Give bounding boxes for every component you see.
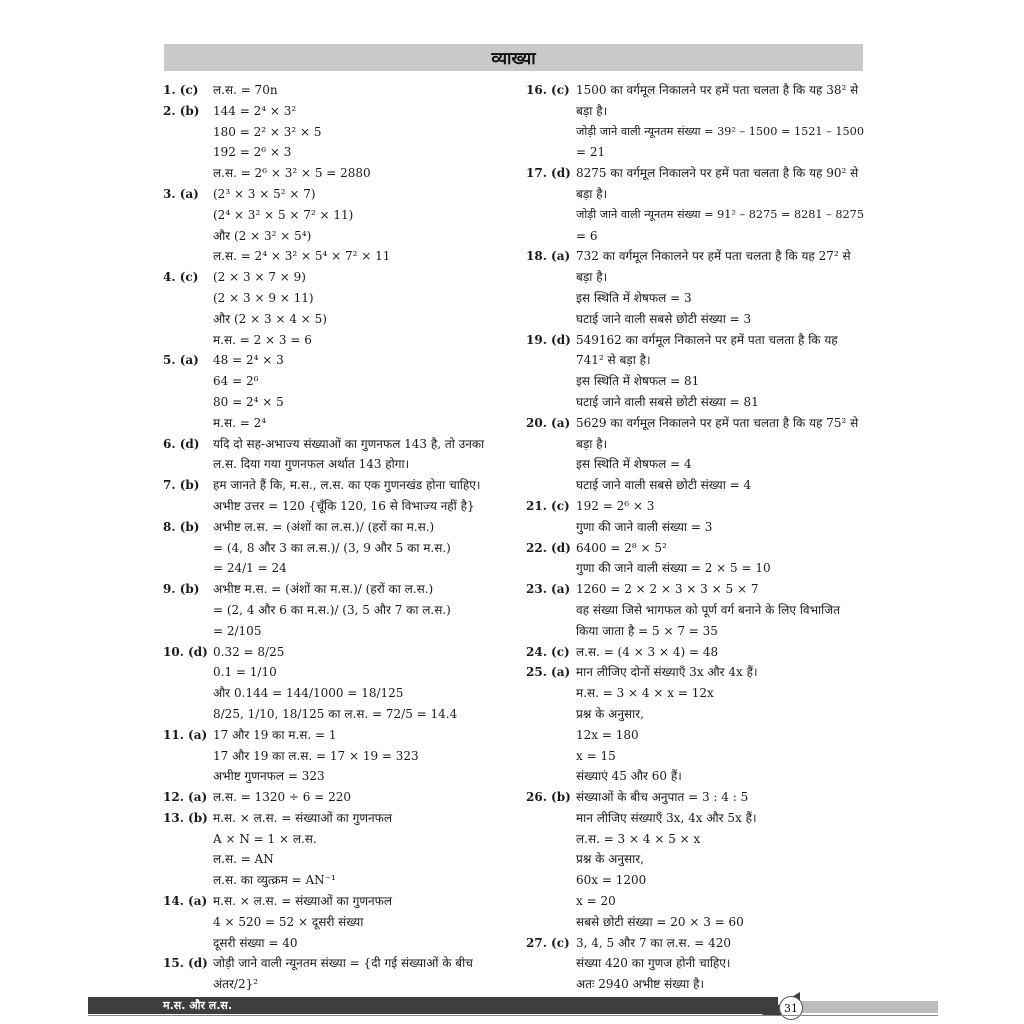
solution-item [163,787,508,808]
solution-line: संख्याओं के बीच अनुपात = 3 : 4 : 5 [576,790,749,805]
solution-lines [576,642,866,663]
solution-lines [213,184,508,267]
solution-line: ल.स. = 2⁶ × 3² × 5 = 2880 [213,166,371,181]
solution-line: 732 का वर्गमूल निकालने पर हमें पता चलता है कि यह 27² से [576,249,851,264]
solution-line: म.स. × ल.स. = संख्याओं का गुणनफल [213,810,393,825]
question-number: 6. (d) [163,436,200,451]
solution-line: जोड़ी जाने वाली न्यूनतम संख्या = {दी गई संख्याओं के बीच [213,956,473,971]
solution-item [526,642,866,663]
solution-item [163,267,508,350]
solution-item [163,891,508,953]
solution-line: म.स. = 2⁴ [213,415,267,430]
solution-line: 12x = 180 [576,727,639,742]
solution-line: 17 और 19 का ल.स. = 17 × 19 = 323 [213,748,419,763]
section-header-bar [164,44,863,71]
solution-line: ल.स. = 1320 ÷ 6 = 220 [213,790,352,805]
solution-line: इस स्थिति में शेषफल = 4 [576,457,692,472]
solution-line: ल.स. = AN [213,852,274,867]
solution-item [526,662,866,787]
solution-line: अभीष्ट म.स. = (अंशों का म.स.)/ (हरों का ल.स.) [213,582,434,597]
solution-line: जोड़ी जाने वाली न्यूनतम संख्या = 39² – 1500 = 1521 – 1500 [576,124,864,138]
solution-item [526,413,866,496]
solution-lines [576,496,866,538]
solution-line: हम जानते हैं कि, म.स., ल.स. का एक गुणनखंड होना चाहिए। [213,478,481,493]
solution-line: 1260 = 2 × 2 × 3 × 3 × 5 × 7 [576,582,759,597]
solution-line: अभीष्ट ल.स. = (अंशों का ल.स.)/ (हरों का म.स.) [213,519,435,534]
solution-line: प्रश्न के अनुसार, [576,852,644,867]
solution-line: यदि दो सह-अभाज्य संख्याओं का गुणनफल 143 है, तो उनका [213,436,485,451]
question-number: 8. (b) [163,519,200,534]
solution-line: ल.स. का व्युत्क्रम = AN⁻¹ [213,873,336,888]
solution-line: 0.1 = 1/10 [213,665,277,680]
solution-lines [576,80,866,163]
question-number: 19. (d) [526,332,571,347]
solution-line: संख्याएं 45 और 60 हैं। [576,769,682,784]
solution-lines [213,642,508,725]
question-number: 9. (b) [163,582,200,597]
solution-lines [213,267,508,350]
footer-rule [88,1015,938,1016]
solution-line: बड़ा है। [576,103,608,118]
footer-light-band [800,1001,938,1013]
solution-line: दूसरी संख्या = 40 [213,935,298,950]
solution-line: (2³ × 3 × 5² × 7) [213,186,316,201]
solution-line: 6400 = 2⁸ × 5² [576,540,667,555]
solution-item [163,579,508,641]
question-number: 3. (a) [163,186,199,201]
question-number: 20. (a) [526,415,571,430]
solution-line: घटाई जाने वाली सबसे छोटी संख्या = 81 [576,394,759,409]
solution-line: 8275 का वर्गमूल निकालने पर हमें पता चलता है कि यह 90² से [576,166,859,181]
solution-line: = (2, 4 और 6 का म.स.)/ (3, 5 और 7 का ल.स.) [213,602,451,617]
solution-lines [213,579,508,641]
question-number: 10. (d) [163,644,208,659]
solution-line: 80 = 2⁴ × 5 [213,394,284,409]
solution-line: = 24/1 = 24 [213,561,287,576]
solution-item [526,787,866,933]
solution-line: म.स. = 3 × 4 × x = 12x [576,686,714,701]
solution-line: बड़ा है। [576,436,608,451]
solution-line: और (2 × 3 × 4 × 5) [213,311,327,326]
solution-line: = 2/105 [213,623,262,638]
solution-line: ल.स. = (4 × 3 × 4) = 48 [576,644,719,659]
solution-line: 0.32 = 8/25 [213,644,285,659]
left-solutions-column [163,80,508,1016]
solution-lines [213,80,508,101]
solution-line: 741² से बड़ा है। [576,353,651,368]
question-number: 22. (d) [526,540,571,555]
solution-line: = 21 [576,145,606,160]
solution-item [526,163,866,246]
solution-line: म.स. = 2 × 3 = 6 [213,332,312,347]
solution-lines [213,787,508,808]
solution-lines [576,246,866,329]
solution-lines [213,517,508,579]
solution-line: x = 15 [576,748,616,763]
solution-line: और 0.144 = 144/1000 = 18/125 [213,686,404,701]
solution-line: मान लीजिए दोनों संख्याएँ 3x और 4x हैं। [576,665,758,680]
solution-line: प्रश्न के अनुसार, [576,706,644,721]
solution-line: इस स्थिति में शेषफल = 81 [576,374,700,389]
solution-line: = (4, 8 और 3 का ल.स.)/ (3, 9 और 5 का म.स.) [213,540,451,555]
solution-item [526,538,866,580]
solution-line: और (2 × 3² × 5⁴) [213,228,312,243]
solution-line: अतः 2940 अभीष्ट संख्या है। [576,977,705,992]
solution-line: 192 = 2⁶ × 3 [576,498,655,513]
solution-line: 3, 4, 5 और 7 का ल.स. = 420 [576,935,732,950]
solution-lines [213,475,508,517]
solution-line: ल.स. = 3 × 4 × 5 × x [576,831,701,846]
solution-line: 1500 का वर्गमूल निकालने पर हमें पता चलता है कि यह 38² से [576,83,859,97]
solution-line: 549162 का वर्गमूल निकालने पर हमें पता चलता है कि यह [576,332,838,347]
solution-item [526,246,866,329]
question-number: 4. (c) [163,270,199,285]
solution-lines [213,891,508,953]
chapter-name: म.स. और ल.स. [163,999,233,1012]
solution-line: 64 = 2⁶ [213,374,259,389]
question-number: 15. (d) [163,956,208,971]
solution-line: किया जाता है = 5 × 7 = 35 [576,623,718,638]
solution-line: (2⁴ × 3² × 5 × 7² × 11) [213,207,354,222]
solution-lines [576,330,866,413]
right-solutions-column [526,80,866,995]
solution-line: A × N = 1 × ल.स. [213,831,317,846]
solution-line: जोड़ी जाने वाली न्यूनतम संख्या = 91² – 8275 = 8281 – 8275 [576,207,864,221]
question-number: 2. (b) [163,103,200,118]
solution-line: 192 = 2⁶ × 3 [213,145,292,160]
solution-line: 8/25, 1/10, 18/125 का ल.स. = 72/5 = 14.4 [213,706,458,721]
solution-line: घटाई जाने वाली सबसे छोटी संख्या = 3 [576,311,752,326]
question-number: 7. (b) [163,478,200,493]
solution-item [163,808,508,891]
solution-lines [576,933,866,995]
solution-lines [576,787,866,933]
question-number: 13. (b) [163,810,208,825]
solution-line: गुणा की जाने वाली संख्या = 3 [576,519,713,534]
solution-line: मान लीजिए संख्याएँ 3x, 4x और 5x हैं। [576,810,757,825]
solution-line: बड़ा है। [576,270,608,285]
solution-line: 4 × 520 = 52 × दूसरी संख्या [213,914,364,929]
question-number: 24. (c) [526,644,570,659]
solution-line: घटाई जाने वाली सबसे छोटी संख्या = 4 [576,478,752,493]
solution-item [526,330,866,413]
solution-item [163,725,508,787]
solution-item [163,642,508,725]
solution-line: 5629 का वर्गमूल निकालने पर हमें पता चलता है कि यह 75² से [576,415,859,430]
solution-lines [213,350,508,433]
solution-line: ल.स. = 70n [213,83,278,97]
page-number: 31 [784,1001,798,1015]
solution-line: 144 = 2⁴ × 3² [213,103,297,118]
solution-lines [213,434,508,476]
solution-lines [576,163,866,246]
question-number: 18. (a) [526,249,571,264]
question-number: 26. (b) [526,790,571,805]
solution-item [163,101,508,184]
solution-item [526,80,866,163]
question-number: 11. (a) [163,727,208,742]
solution-line: 60x = 1200 [576,873,647,888]
question-number: 21. (c) [526,498,570,513]
solution-line: संख्या 420 का गुणज होनी चाहिए। [576,956,731,971]
section-title: व्याख्या [491,49,536,69]
solution-item [526,579,866,641]
solution-line: सबसे छोटी संख्या = 20 × 3 = 60 [576,914,744,929]
solution-line: 48 = 2⁴ × 3 [213,353,284,368]
solution-line: इस स्थिति में शेषफल = 3 [576,290,692,305]
question-number: 1. (c) [163,83,199,97]
solution-item [163,517,508,579]
solution-line: अभीष्ट उत्तर = 120 {चूँकि 120, 16 से विभाज्य नहीं है} [213,498,475,513]
solution-lines [576,538,866,580]
solution-line: = 6 [576,228,598,243]
question-number: 25. (a) [526,665,571,680]
solution-item [163,434,508,476]
question-number: 5. (a) [163,353,199,368]
solution-item [163,184,508,267]
solution-line: बड़ा है। [576,186,608,201]
solution-line: वह संख्या जिसे भागफल को पूर्ण वर्ग बनाने के लिए विभाजित [576,602,840,617]
solution-line: (2 × 3 × 7 × 9) [213,270,306,285]
solution-line: ल.स. = 2⁴ × 3² × 5⁴ × 7² × 11 [213,249,391,264]
question-number: 16. (c) [526,83,570,97]
solution-lines [576,413,866,496]
solution-lines [213,725,508,787]
question-number: 17. (d) [526,166,571,181]
question-number: 27. (c) [526,935,570,950]
solution-line: 180 = 2² × 3² × 5 [213,124,322,139]
solution-line: म.स. × ल.स. = संख्याओं का गुणनफल [213,894,393,909]
solution-line: गुणा की जाने वाली संख्या = 2 × 5 = 10 [576,561,771,576]
solution-item [163,80,508,101]
question-number: 23. (a) [526,582,571,597]
question-number: 12. (a) [163,790,208,805]
solution-line: अंतर/2}² [213,977,259,992]
solution-lines [213,101,508,184]
solution-lines [576,579,866,641]
solution-line: x = 20 [576,894,616,909]
solution-line: अभीष्ट गुणनफल = 323 [213,769,325,784]
solution-lines [576,662,866,787]
solution-item [163,475,508,517]
question-number: 14. (a) [163,894,208,909]
solution-lines [213,808,508,891]
solution-line: (2 × 3 × 9 × 11) [213,290,314,305]
page-number-badge [779,996,803,1020]
solution-line: ल.स. दिया गया गुणनफल अर्थात 143 होगा। [213,457,410,472]
solution-item [163,350,508,433]
solution-item [526,496,866,538]
solution-item [526,933,866,995]
solution-line: 17 और 19 का म.स. = 1 [213,727,337,742]
